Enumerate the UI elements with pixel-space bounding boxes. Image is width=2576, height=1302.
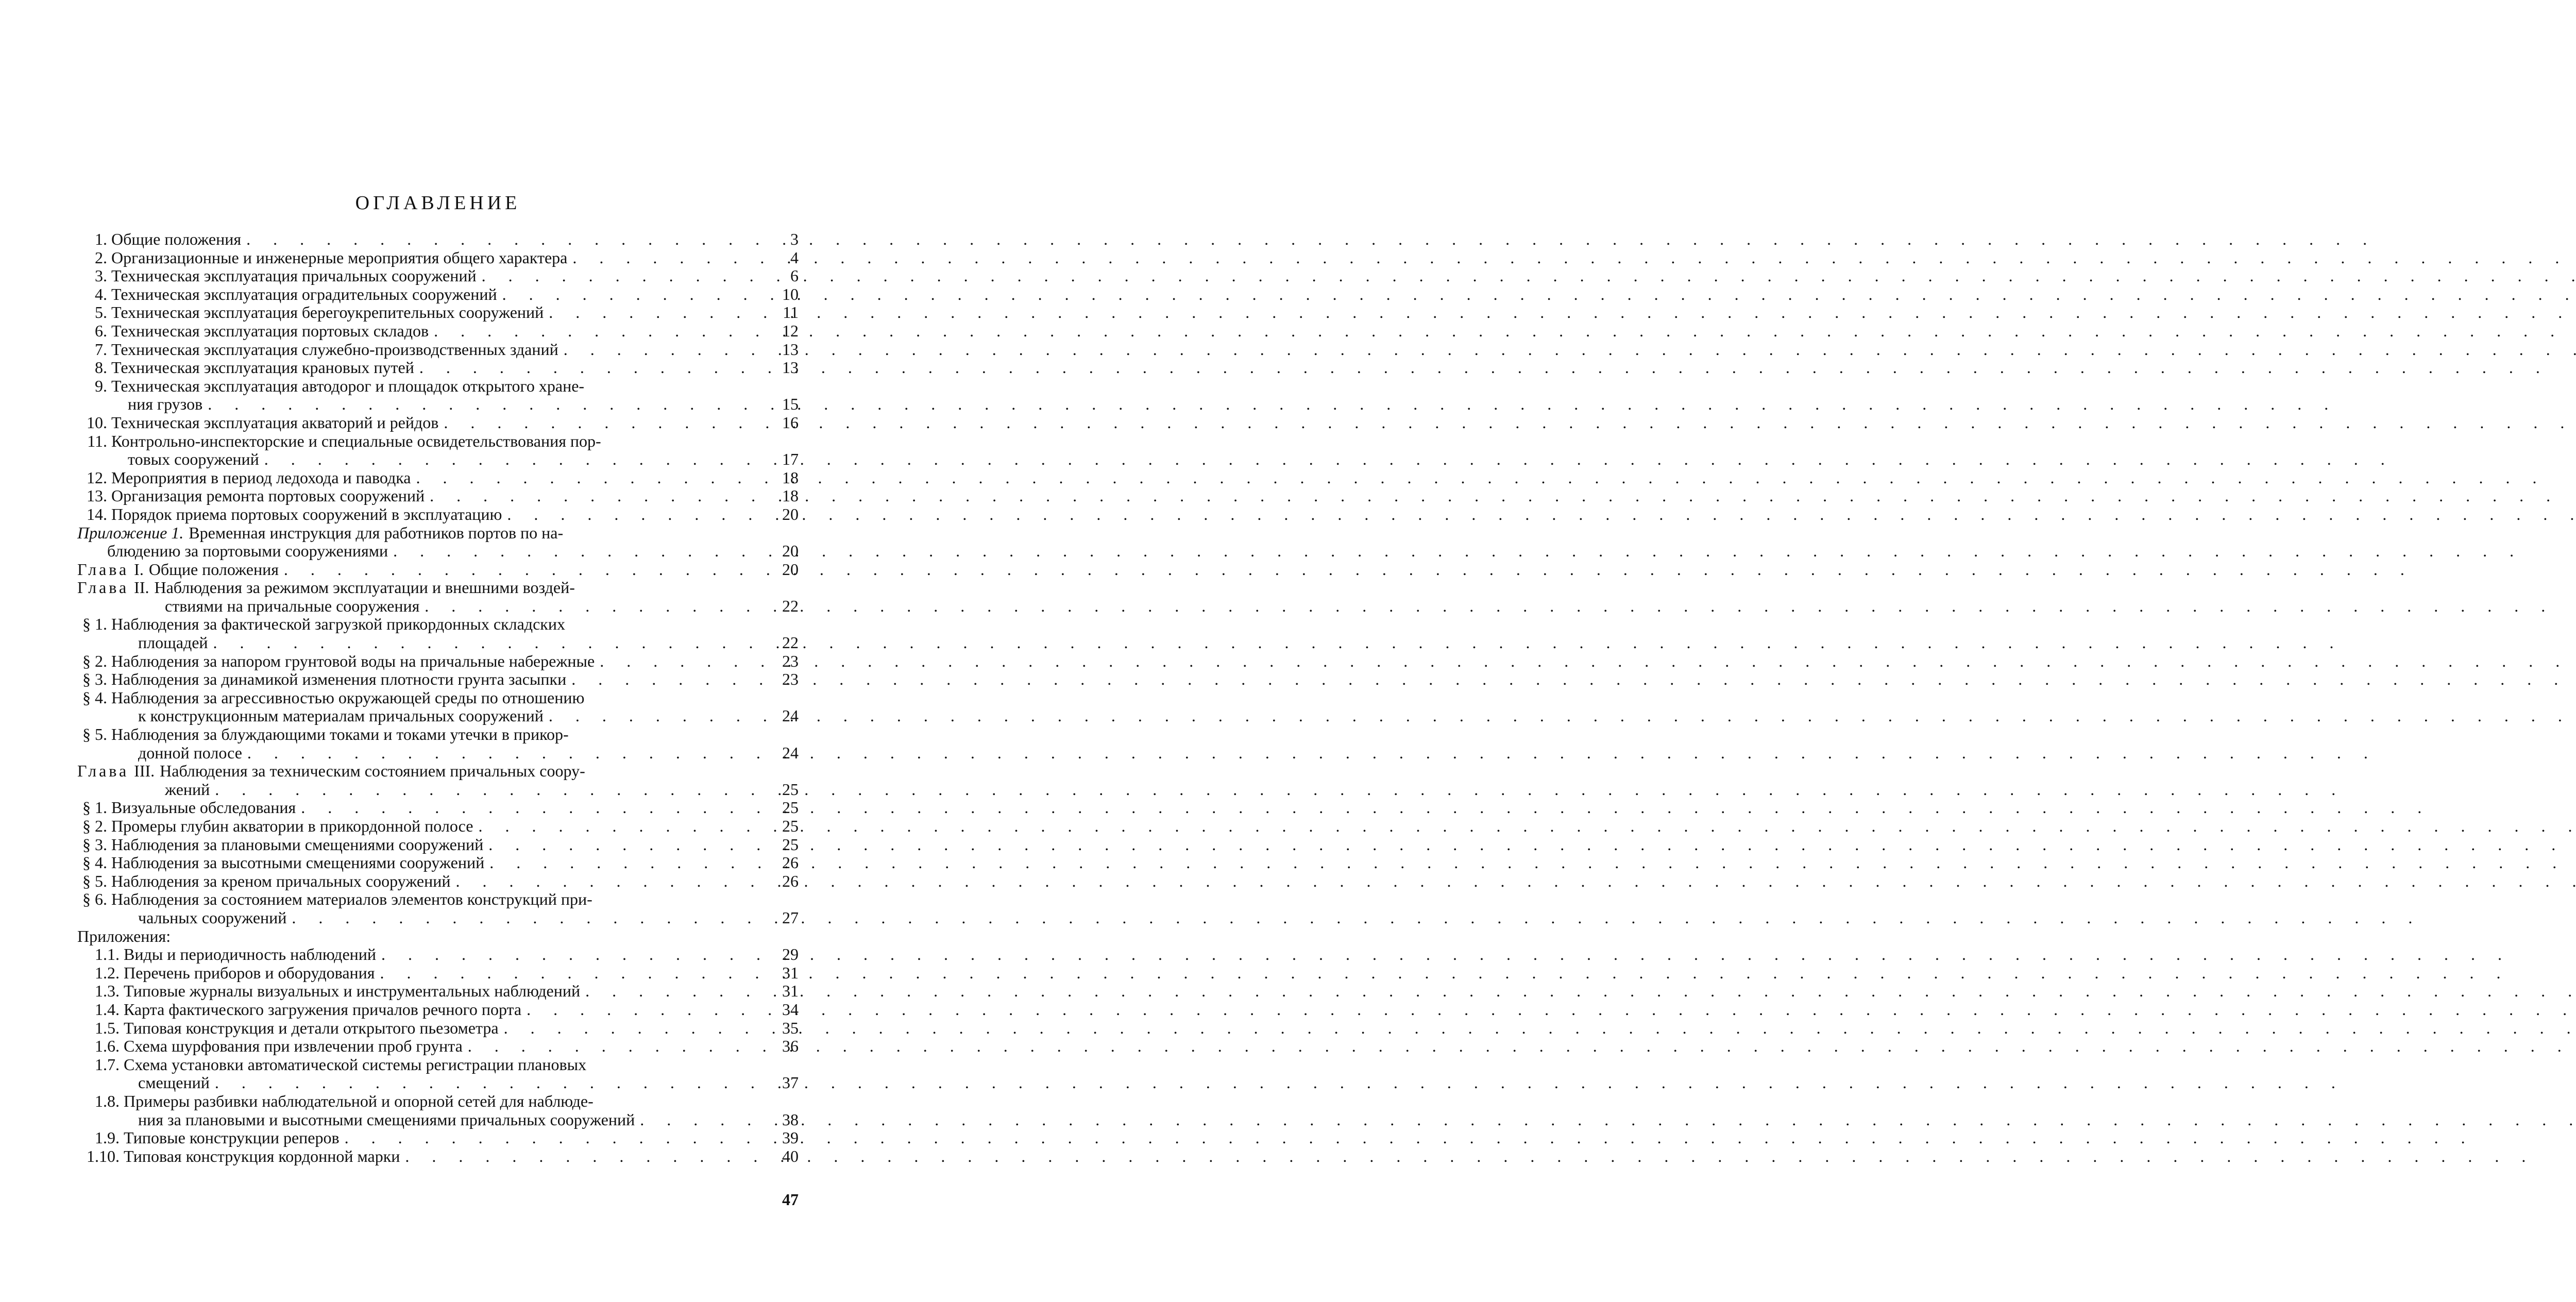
page-number: 47 <box>782 1190 799 1209</box>
entry-title: Промеры глубин акватории в прикордонной полосе <box>111 817 473 835</box>
entry-page: 34 <box>782 1000 799 1019</box>
entry-number: § 2. <box>82 817 107 835</box>
entry-number: 1.6. <box>95 1037 120 1056</box>
entry-title: Перечень приборов и оборудования <box>124 963 375 982</box>
entry-title: Временная инструкция для работников портов по на- <box>189 523 564 542</box>
entry-number: 8. <box>95 358 107 377</box>
entry-page: 20 <box>782 542 799 561</box>
dot-leader <box>340 1129 762 1147</box>
entry-page: 25 <box>782 798 799 817</box>
dot-leader <box>567 249 762 267</box>
entry-page: 27 <box>782 908 799 927</box>
entry-title-continuation: к конструкционным материалам причальных сооружений <box>138 706 544 725</box>
entry-title: Примеры разбивки наблюдательной и опорной сетей для наблюде- <box>124 1091 594 1110</box>
entry-title: Карта фактического загружения причалов речного порта <box>124 1000 522 1019</box>
toc-entry <box>77 230 799 249</box>
entry-title: Техническая эксплуатация портовых складов <box>111 321 429 340</box>
dot-leader <box>210 1074 762 1092</box>
toc-entry-continuation <box>77 1111 799 1129</box>
entry-page: 4 <box>790 248 799 267</box>
appendix-item <box>77 982 799 1001</box>
chapter-entry <box>77 762 799 781</box>
chapter-label: Глава <box>77 578 129 597</box>
entry-page: 38 <box>782 1110 799 1129</box>
toc-title: ОГЛАВЛЕНИЕ <box>355 192 521 214</box>
entry-title: Наблюдения за динамикой изменения плотности грунта засыпки <box>111 670 567 689</box>
entry-number: § 5. <box>82 725 107 744</box>
appendix-item <box>77 964 799 983</box>
entry-number: § 4. <box>82 853 107 872</box>
entry-title: Техническая эксплуатация крановых путей <box>111 358 414 377</box>
entry-page: 35 <box>782 1018 799 1037</box>
entry-page: 20 <box>782 504 799 523</box>
entry-title: Наблюдения за напором грунтовой воды на причальные набережные <box>111 651 595 670</box>
entry-number: § 1. <box>82 615 107 634</box>
entry-title-continuation: ствиями на причальные сооружения <box>165 596 420 615</box>
toc-entry-continuation <box>77 450 799 469</box>
dot-leader <box>473 817 762 836</box>
entry-title: Техническая эксплуатация акваторий и рейдов <box>111 413 439 432</box>
entry-page: 24 <box>782 743 799 762</box>
entry-number: 1.10. <box>87 1146 120 1165</box>
dot-leader <box>425 487 762 505</box>
entry-title: Наблюдения за агрессивностью окружающей среды по отношению <box>111 688 585 707</box>
appendix-entry <box>77 524 799 543</box>
dot-leader <box>635 1111 762 1129</box>
entry-page: 25 <box>782 780 799 799</box>
toc-entry <box>77 341 799 359</box>
entry-number: § 4. <box>82 688 107 707</box>
dot-leader <box>484 854 762 872</box>
dot-leader <box>375 964 762 983</box>
toc-entry <box>77 249 799 267</box>
section-entry <box>77 872 799 891</box>
entry-title: Схема шурфования при извлечении проб грунта <box>124 1037 463 1056</box>
entry-number: 11. <box>87 431 107 450</box>
dot-leader <box>208 634 762 652</box>
entry-page: 3 <box>790 230 799 248</box>
dot-leader <box>497 285 762 304</box>
entry-title: Типовая конструкция и детали открытого пьезометра <box>124 1018 499 1037</box>
entry-page: 18 <box>782 486 799 505</box>
dot-leader <box>451 872 763 891</box>
entry-title: Визуальные обследования <box>111 798 296 817</box>
entry-number: 1.7. <box>95 1055 120 1074</box>
dot-leader <box>210 781 762 799</box>
entry-title: Организация ремонта портовых сооружений <box>111 486 425 505</box>
chapter-entry <box>77 579 799 597</box>
entry-number: § 6. <box>82 890 107 909</box>
toc-entry <box>77 267 799 285</box>
entry-title: Контрольно-инспекторские и специальные освидетельствования пор- <box>111 431 601 450</box>
entry-title-continuation: чальных сооружений <box>138 908 287 927</box>
dot-leader <box>580 982 762 1001</box>
dot-leader <box>429 322 762 341</box>
dot-leader <box>388 542 762 561</box>
entry-title: Наблюдения за фактической загрузкой прикордонных складских <box>111 615 565 634</box>
entry-number: 6. <box>95 321 107 340</box>
section-entry <box>77 836 799 854</box>
entry-title: Техническая эксплуатация берегоукрепительных сооружений <box>111 303 544 322</box>
entry-page: 13 <box>782 340 799 359</box>
dot-leader <box>400 1147 762 1166</box>
entry-page: 26 <box>782 853 799 872</box>
appendix-item <box>77 1092 799 1111</box>
section-entry <box>77 670 799 689</box>
chapter-label: Глава <box>77 560 129 579</box>
chapter-entry <box>77 561 799 579</box>
toc-entry <box>77 285 799 304</box>
chapter-number: I. <box>134 560 144 579</box>
entry-title: Порядок приема портовых сооружений в эксплуатацию <box>111 504 502 523</box>
dot-leader <box>259 450 762 469</box>
entry-page: 25 <box>782 817 799 835</box>
entry-page: 23 <box>782 651 799 670</box>
appendix-item <box>77 1001 799 1019</box>
toc-entry-continuation <box>77 781 799 799</box>
entry-page: 18 <box>782 468 799 487</box>
entry-number: 1.8. <box>95 1091 120 1110</box>
section-entry <box>77 799 799 817</box>
chapter-label: Глава <box>77 762 129 781</box>
entry-title: Типовые журналы визуальных и инструментальных наблюдений <box>124 982 581 1001</box>
entry-number: § 2. <box>82 651 107 670</box>
entry-number: 13. <box>87 486 107 505</box>
entry-number: 7. <box>95 340 107 359</box>
entry-title: Техническая эксплуатация оградительных сооружений <box>111 284 497 303</box>
toc-entry <box>77 414 799 432</box>
dot-leader <box>242 744 762 763</box>
entry-number: 14. <box>87 504 107 523</box>
entry-title: Общие положения <box>148 560 279 579</box>
entry-page: 15 <box>782 395 799 414</box>
entry-title: Наблюдения за техническим состоянием причальных соору- <box>160 762 585 781</box>
entry-title: Наблюдения за креном причальных сооружений <box>111 871 451 890</box>
dot-leader <box>477 267 762 285</box>
toc-entry <box>77 469 799 487</box>
appendix-item <box>77 1019 799 1038</box>
entry-title: Мероприятия в период ледохода и паводка <box>111 468 411 487</box>
toc-entry <box>77 432 799 451</box>
toc-entry <box>77 487 799 505</box>
dot-leader <box>286 909 762 927</box>
entry-title: Общие положения <box>111 230 242 248</box>
entry-title-continuation: донной полосе <box>138 743 242 762</box>
toc-entry-continuation <box>77 597 799 616</box>
entry-number: 4. <box>95 284 107 303</box>
dot-leader <box>279 561 762 579</box>
toc-entry-continuation <box>77 634 799 652</box>
section-entry <box>77 689 799 707</box>
section-entry <box>77 652 799 671</box>
dot-leader <box>483 836 762 854</box>
entry-number: 3. <box>95 266 107 285</box>
entry-page: 25 <box>782 835 799 854</box>
entry-number: 9. <box>95 376 107 395</box>
entry-title: Техническая эксплуатация служебно-производственных зданий <box>111 340 558 359</box>
dot-leader <box>411 469 763 487</box>
dot-leader <box>566 670 762 689</box>
dot-leader <box>595 652 762 671</box>
entry-title: Типовая конструкция кордонной марки <box>124 1146 400 1165</box>
entry-number: 10. <box>87 413 107 432</box>
entry-page: 22 <box>782 633 799 652</box>
appendix-item <box>77 1056 799 1074</box>
dot-leader <box>438 414 762 432</box>
entry-number: 12. <box>87 468 107 487</box>
appendix-item <box>77 1147 799 1166</box>
entry-page: 29 <box>782 945 799 964</box>
entry-page: 6 <box>790 266 799 285</box>
dot-leader <box>521 1001 762 1019</box>
entry-page: 11 <box>783 303 799 322</box>
appendix-item <box>77 1129 799 1147</box>
entry-title: Наблюдения за высотными смещениями сооружений <box>111 853 485 872</box>
entry-page: 26 <box>782 871 799 890</box>
entry-title: Наблюдения за плановыми смещениями сооружений <box>111 835 484 854</box>
entry-number: 1.2. <box>95 963 120 982</box>
entry-title-continuation: смещений <box>138 1073 210 1092</box>
entry-page: 22 <box>782 596 799 615</box>
dot-leader <box>419 597 762 616</box>
toc-entry-continuation <box>77 909 799 927</box>
dot-leader <box>499 1019 762 1038</box>
entry-title: Техническая эксплуатация автодорог и площадок открытого хране- <box>111 376 585 395</box>
section-entry <box>77 854 799 872</box>
toc-entry <box>77 359 799 377</box>
dot-leader <box>202 395 762 414</box>
section-entry <box>77 725 799 744</box>
entry-page: 16 <box>782 413 799 432</box>
dot-leader <box>414 359 762 377</box>
section-entry <box>77 890 799 909</box>
entry-title-continuation: площадей <box>138 633 208 652</box>
entry-page: 31 <box>782 963 799 982</box>
entry-title-continuation: жений <box>165 780 210 799</box>
entry-title: Наблюдения за режимом эксплуатации и внешними воздей- <box>154 578 575 597</box>
entry-number: 2. <box>95 248 107 267</box>
entry-number: 1.9. <box>95 1128 120 1147</box>
entry-title-continuation: ния грузов <box>128 395 203 414</box>
entry-title-continuation: товых сооружений <box>128 450 259 469</box>
appendix-item <box>77 1037 799 1056</box>
appendices-heading: Приложения: <box>77 926 171 945</box>
dot-leader <box>558 341 762 359</box>
entry-title: Наблюдения за блуждающими токами и токами утечки в прикор- <box>111 725 569 744</box>
toc-entry <box>77 505 799 524</box>
entry-page: 12 <box>782 321 799 340</box>
entry-number: 1.5. <box>95 1018 120 1037</box>
toc-entry-continuation <box>77 395 799 414</box>
table-of-contents <box>77 230 799 1165</box>
toc-entry-continuation <box>77 1074 799 1092</box>
entry-page: 13 <box>782 358 799 377</box>
entry-page: 23 <box>782 670 799 689</box>
entry-number: 1. <box>95 230 107 248</box>
entry-number: 1.4. <box>95 1000 120 1019</box>
entry-page: 20 <box>782 560 799 579</box>
entry-page: 36 <box>782 1037 799 1056</box>
entry-title: Типовые конструкции реперов <box>124 1128 340 1147</box>
appendix-item <box>77 945 799 964</box>
entry-number: § 1. <box>82 798 107 817</box>
section-entry <box>77 817 799 836</box>
entry-page: 24 <box>782 706 799 725</box>
entry-page: 31 <box>782 982 799 1001</box>
toc-entry <box>77 322 799 341</box>
entry-page: 37 <box>782 1073 799 1092</box>
document-page <box>0 0 876 1302</box>
toc-entry <box>77 377 799 396</box>
dot-leader <box>296 799 762 817</box>
dot-leader <box>241 230 762 249</box>
entry-title: Наблюдения за состоянием материалов элементов конструкций при- <box>111 890 592 909</box>
dot-leader <box>544 707 762 725</box>
entry-number: § 3. <box>82 670 107 689</box>
dot-leader <box>463 1037 762 1056</box>
chapter-number: II. <box>134 578 149 597</box>
entry-title-continuation: блюдению за портовыми сооружениями <box>107 542 388 561</box>
entry-number: 1.3. <box>95 982 120 1001</box>
entry-number: § 5. <box>82 871 107 890</box>
appendices-heading-row <box>77 927 799 946</box>
entry-page: 17 <box>782 450 799 469</box>
toc-entry-continuation <box>77 744 799 763</box>
entry-number: § 3. <box>82 835 107 854</box>
entry-title-continuation: ния за плановыми и высотными смещениями причальных сооружений <box>138 1110 635 1129</box>
toc-entry-continuation <box>77 707 799 725</box>
section-entry <box>77 615 799 634</box>
appendix-label: Приложение 1. <box>77 523 184 542</box>
dot-leader <box>544 303 762 322</box>
entry-number: 1.1. <box>95 945 120 964</box>
entry-page: 39 <box>782 1128 799 1147</box>
entry-page: 10 <box>782 284 799 303</box>
toc-entry <box>77 303 799 322</box>
dot-leader <box>502 505 762 524</box>
chapter-number: III. <box>134 762 155 781</box>
entry-number: 5. <box>95 303 107 322</box>
entry-title: Схема установки автоматической системы регистрации плановых <box>124 1055 587 1074</box>
dot-leader <box>376 945 762 964</box>
entry-page: 40 <box>782 1146 799 1165</box>
entry-title: Организационные и инженерные мероприятия общего характера <box>111 248 568 267</box>
toc-entry-continuation <box>77 542 799 561</box>
entry-title: Виды и периодичность наблюдений <box>124 945 377 964</box>
entry-title: Техническая эксплуатация причальных сооружений <box>111 266 477 285</box>
